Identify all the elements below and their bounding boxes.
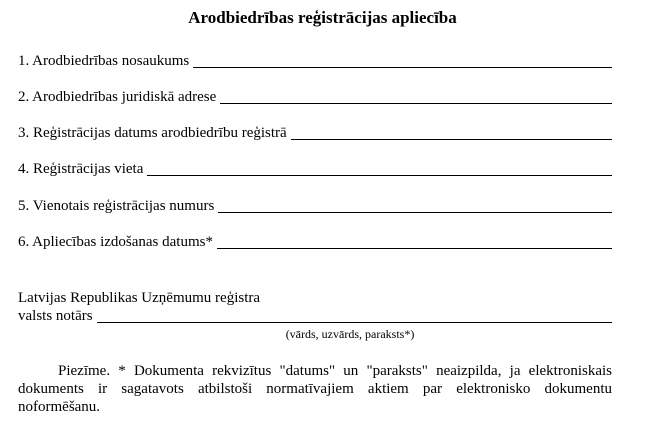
fill-in-line: [291, 125, 612, 140]
document-title: Arodbiedrības reģistrācijas apliecība: [188, 8, 457, 27]
signature-hint: (vārds, uzvārds, paraksts*): [285, 327, 415, 341]
fill-in-line: [193, 53, 612, 68]
signature-line: [97, 308, 612, 323]
field-label: 5. Vienotais reģistrācijas numurs: [18, 198, 215, 214]
field-label: 2. Arodbiedrības juridiskā adrese: [18, 89, 217, 105]
field-issue-date: [18, 233, 612, 251]
field-label: 6. Apliecības izdošanas datums*: [18, 234, 213, 250]
notary-label: valsts notārs: [18, 308, 93, 324]
field-label: 3. Reģistrācijas datums arodbiedrību reģistrā: [18, 125, 287, 141]
fill-in-line: [218, 198, 612, 213]
field-registration-date: [18, 124, 612, 142]
field-union-name: [18, 52, 612, 70]
field-registration-number: [18, 197, 612, 215]
fill-in-line: [220, 89, 612, 104]
field-registration-place: [18, 160, 612, 178]
footnote: Piezīme. * Dokumenta rekvizītus "datums" un "paraksts" neaizpilda, ja elektroniskais dokuments ir sagatavots atbilstoši normatīvajiem aktiem par elektronisko dokumentu noformēšanu.: [18, 363, 612, 415]
field-label: 4. Reģistrācijas vieta: [18, 161, 144, 177]
registry-authority-label: Latvijas Republikas Uzņēmumu reģistra: [18, 290, 261, 306]
fill-in-line: [217, 234, 612, 249]
field-label: 1. Arodbiedrības nosaukums: [18, 53, 190, 69]
field-legal-address: [18, 88, 612, 106]
fill-in-line: [147, 161, 612, 176]
registry-notary-signature: [18, 307, 612, 325]
